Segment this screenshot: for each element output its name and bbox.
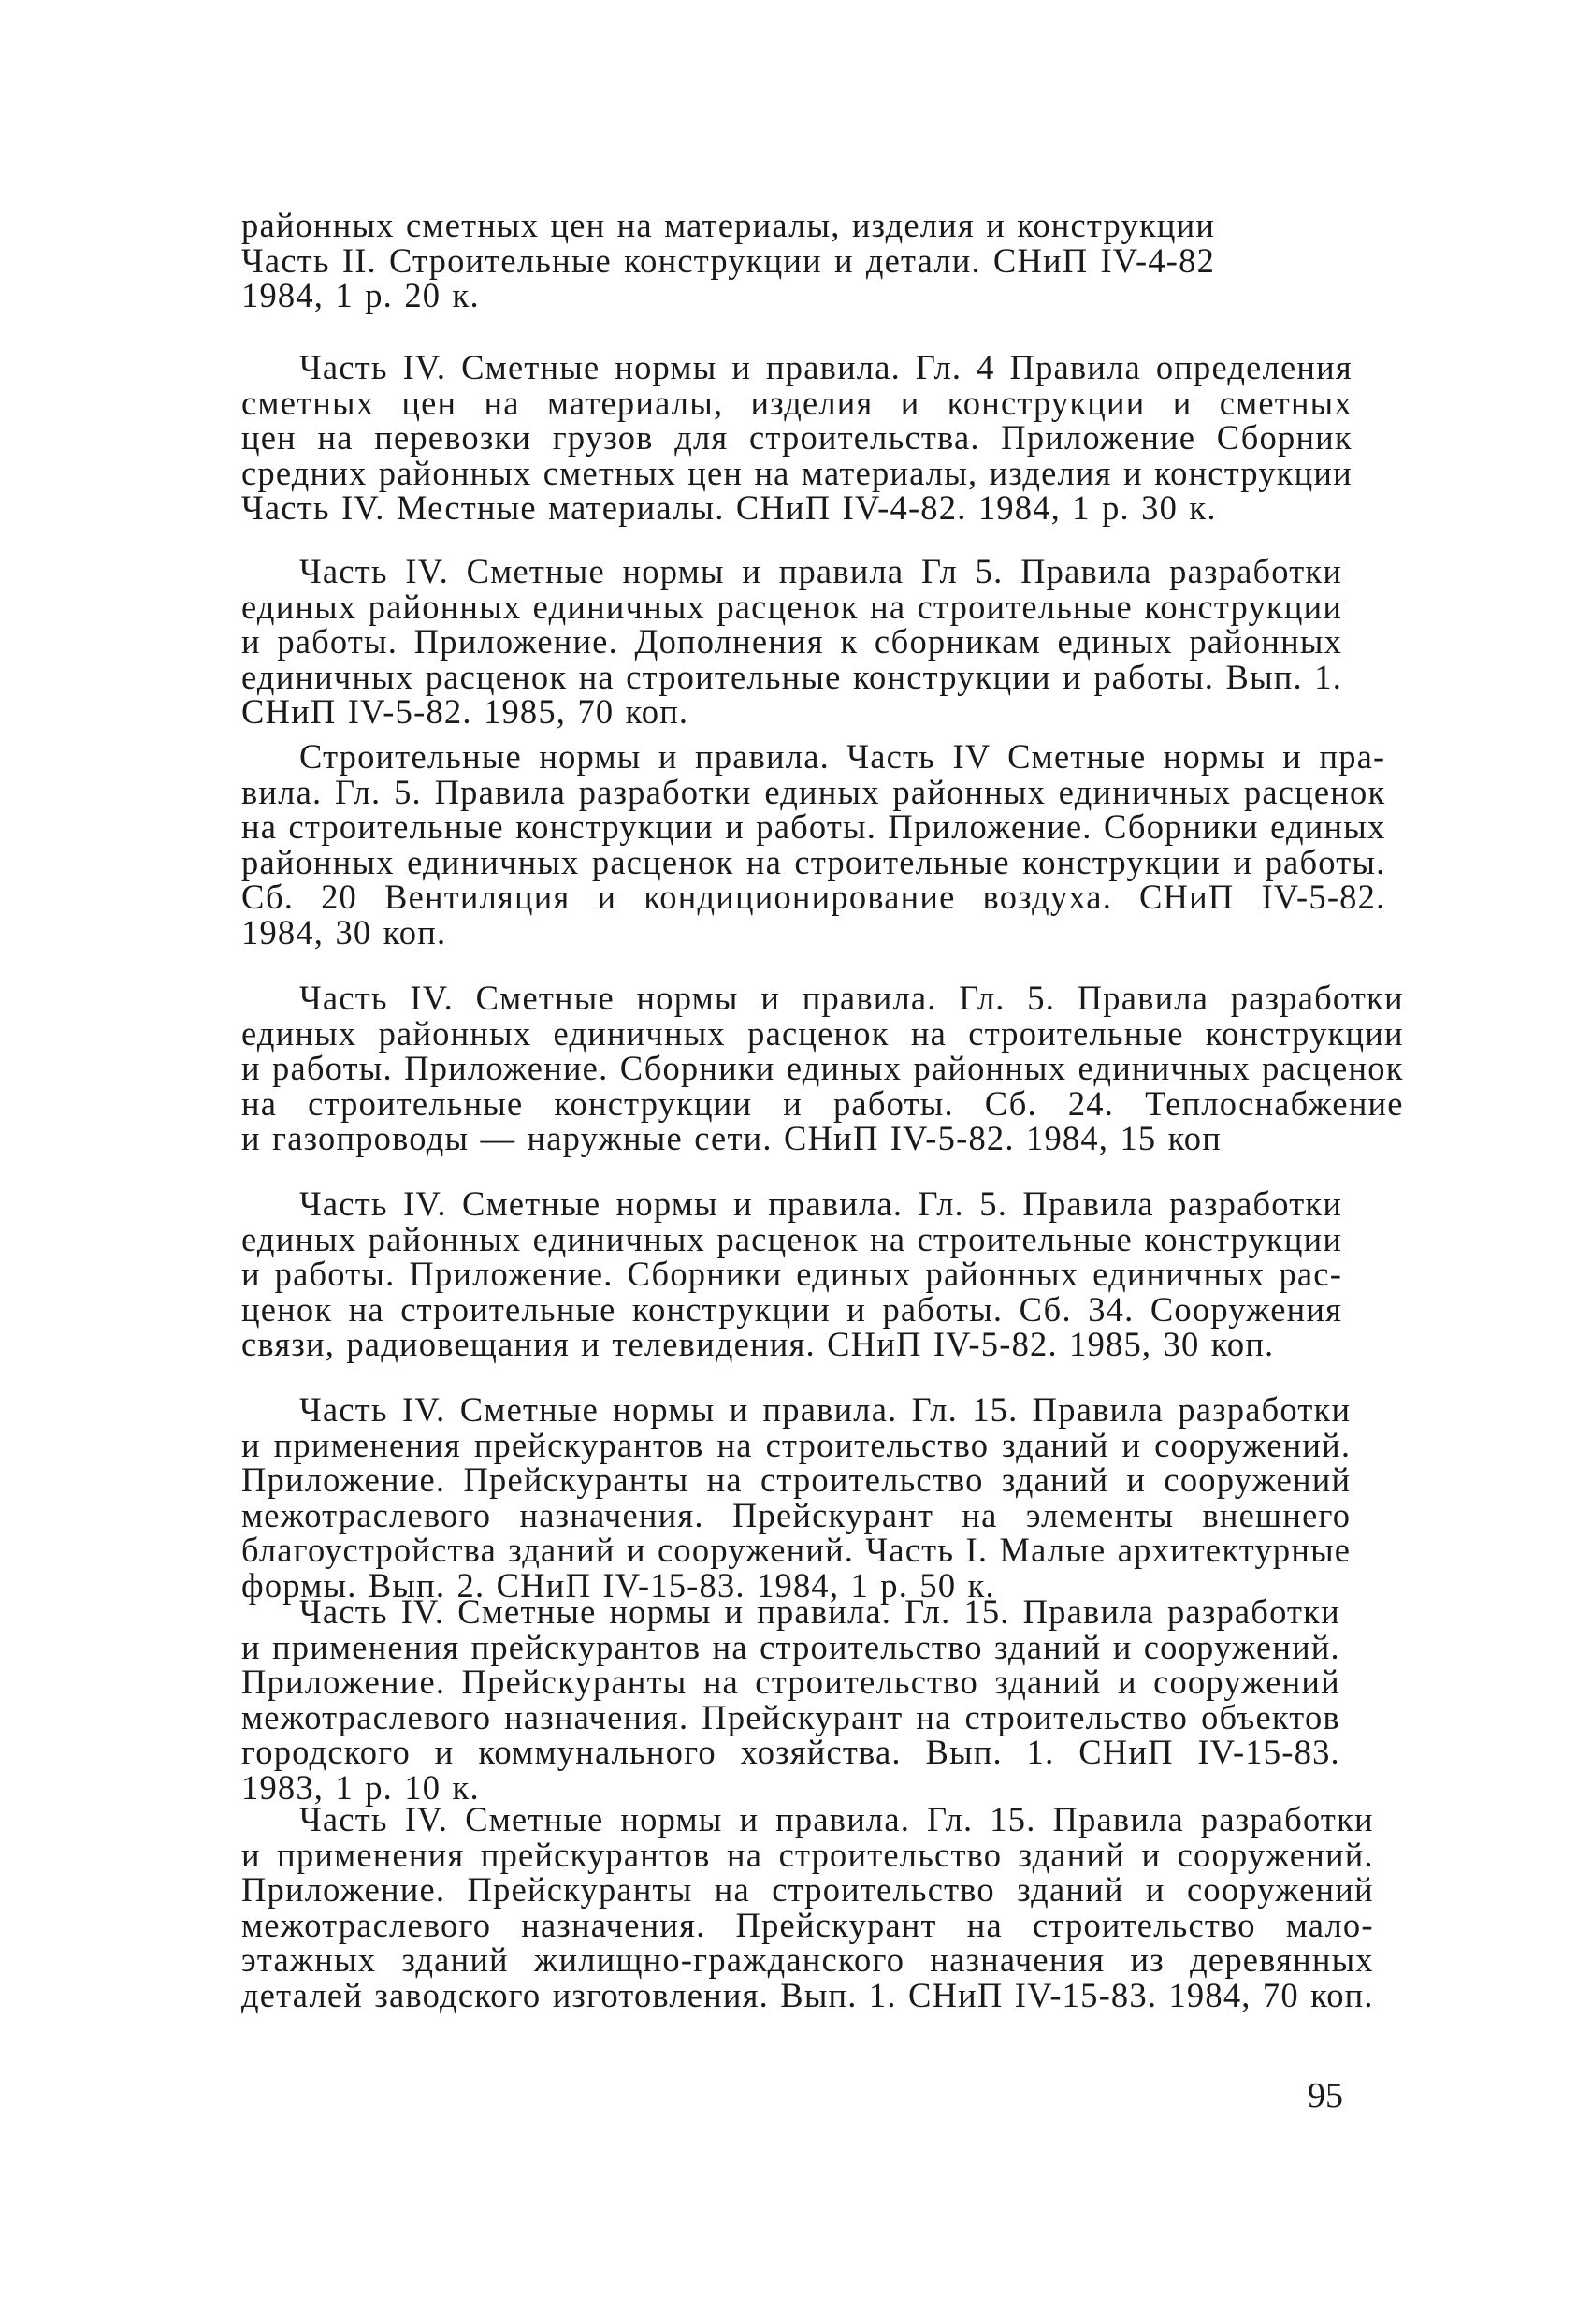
entry-line: районных единичных расценок на строительные конструкции и работы.	[241, 842, 1386, 881]
entry-line: и работы. Приложение. Дополнения к сборникам единых районных	[241, 622, 1343, 661]
entry-line: районных сметных цен на материалы, изделия и конструкции	[241, 206, 1216, 244]
entry-line: ценок на строительные конструкции и работы. Сб. 34. Сооружения	[241, 1289, 1343, 1329]
entry-line: и применения прейскурантов на строительство зданий и сооружений.	[241, 1835, 1374, 1874]
entry-line: и применения прейскурантов на строительство зданий и сооружений.	[241, 1627, 1340, 1666]
bibliography-entry-7	[241, 1392, 1351, 1603]
page-number: 95	[1308, 2076, 1343, 2115]
entry-line: и работы. Приложение. Сборники единых районных единичных рас-	[241, 1255, 1343, 1293]
entry-line: цен на перевозки грузов для строительства. Приложение Сборник	[241, 418, 1353, 457]
entry-line: формы. Вып. 2. СНиП IV-15-83. 1984, 1 р. 50 к.	[241, 1565, 995, 1605]
entry-line: межотраслевого назначения. Прейскурант на элементы внешнего	[241, 1495, 1352, 1534]
entry-line: единых районных единичных расценок на строительные конструкции	[241, 1013, 1404, 1053]
bibliography-entry-3	[241, 554, 1342, 730]
entry-line: Часть IV. Сметные нормы и правила. Гл. 5. Правила разработки	[299, 1184, 1343, 1223]
entry-line: единых районных единичных расценок на строительные конструкции	[241, 1219, 1343, 1258]
entry-line: 1983, 1 р. 10 к.	[241, 1767, 480, 1807]
entry-line: на строительные конструкции и работы. Сб. 24. Теплоснабжение	[241, 1083, 1404, 1123]
entry-line: единых районных единичных расценок на строительные конструкции	[241, 587, 1343, 626]
entry-line: единичных расценок на строительные конструкции и работы. Вып. 1.	[241, 657, 1343, 696]
entry-line: Сб. 20 Вентиляция и кондиционирование воздуха. СНиП IV-5-82.	[241, 878, 1386, 916]
entry-line: межотраслевого назначения. Прейскурант на строительство мало-	[241, 1905, 1374, 1944]
entry-line: Часть IV. Сметные нормы и правила Гл 5. Правила разработки	[299, 552, 1343, 590]
bibliography-entry-6	[241, 1186, 1342, 1362]
entry-line: Строительные нормы и правила. Часть IV Сметные нормы и пра-	[299, 737, 1386, 776]
entry-line: и применения прейскурантов на строительство зданий и сооружений.	[241, 1425, 1352, 1464]
bibliography-entry-2	[241, 350, 1353, 526]
entry-line: 1984, 30 коп.	[241, 912, 447, 951]
entry-line: Приложение. Прейскуранты на строительство зданий и сооружений	[241, 1663, 1340, 1701]
entry-line: связи, радиовещания и телевидения. СНиП IV-5-82. 1985, 30 коп.	[241, 1325, 1275, 1363]
entry-line: Приложение. Прейскуранты на строительство зданий и сооружений	[241, 1460, 1352, 1499]
entry-line: Часть IV. Сметные нормы и правила. Гл. 5. Правила разработки	[299, 979, 1404, 1017]
entry-line: сметных цен на материалы, изделия и конструкции и сметных	[241, 383, 1353, 422]
entry-line: и работы. Приложение. Сборники единых районных единичных расценок	[241, 1049, 1404, 1087]
entry-line: этажных зданий жилищно-гражданского назначения из деревянных	[241, 1940, 1374, 1979]
entry-line: деталей заводского изготовления. Вып. 1. СНиП IV-15-83. 1984, 70 коп.	[241, 1975, 1374, 2014]
entry-line: на строительные конструкции и работы. Приложение. Сборники единых	[241, 807, 1386, 846]
entry-line: 1984, 1 р. 20 к.	[241, 276, 480, 314]
bibliography-entry-8	[241, 1594, 1340, 1805]
entry-line: Часть IV. Сметные нормы и правила. Гл. 15. Правила разработки	[299, 1592, 1340, 1631]
entry-line: городского и коммунального хозяйства. Вып. 1. СНиП IV-15-83.	[241, 1733, 1340, 1771]
entry-line: Часть II. Строительные конструкции и детали. СНиП IV-4-82	[241, 240, 1216, 280]
bibliography-entry-5	[241, 980, 1404, 1156]
bibliography-entry-1	[241, 208, 1215, 313]
entry-line: Часть IV. Местные материалы. СНиП IV-4-82. 1984, 1 р. 30 к.	[241, 488, 1217, 527]
entry-line: Часть IV. Сметные нормы и правила. Гл. 15. Правила разработки	[299, 1800, 1374, 1838]
entry-line: вила. Гл. 5. Правила разработки единых районных единичных расценок	[241, 772, 1386, 811]
entry-line: благоустройства зданий и сооружений. Часть I. Малые архитектурные	[241, 1531, 1352, 1569]
entry-line: СНиП IV-5-82. 1985, 70 коп.	[241, 692, 689, 731]
entry-line: и газопроводы — наружные сети. СНиП IV-5-82. 1984, 15 коп	[241, 1119, 1222, 1157]
entry-line: Приложение. Прейскуранты на строительство зданий и сооружений	[241, 1870, 1374, 1909]
entry-line: межотраслевого назначения. Прейскурант на строительство объектов	[241, 1697, 1340, 1736]
entry-line: средних районных сметных цен на материалы, изделия и конструкции	[241, 453, 1353, 492]
bibliography-entry-9	[241, 1802, 1374, 2012]
bibliography-entry-4	[241, 739, 1385, 950]
entry-line: Часть IV. Сметные нормы и правила. Гл. 15. Правила разработки	[299, 1390, 1352, 1429]
entry-line: Часть IV. Сметные нормы и правила. Гл. 4 Правила определения	[299, 348, 1353, 386]
